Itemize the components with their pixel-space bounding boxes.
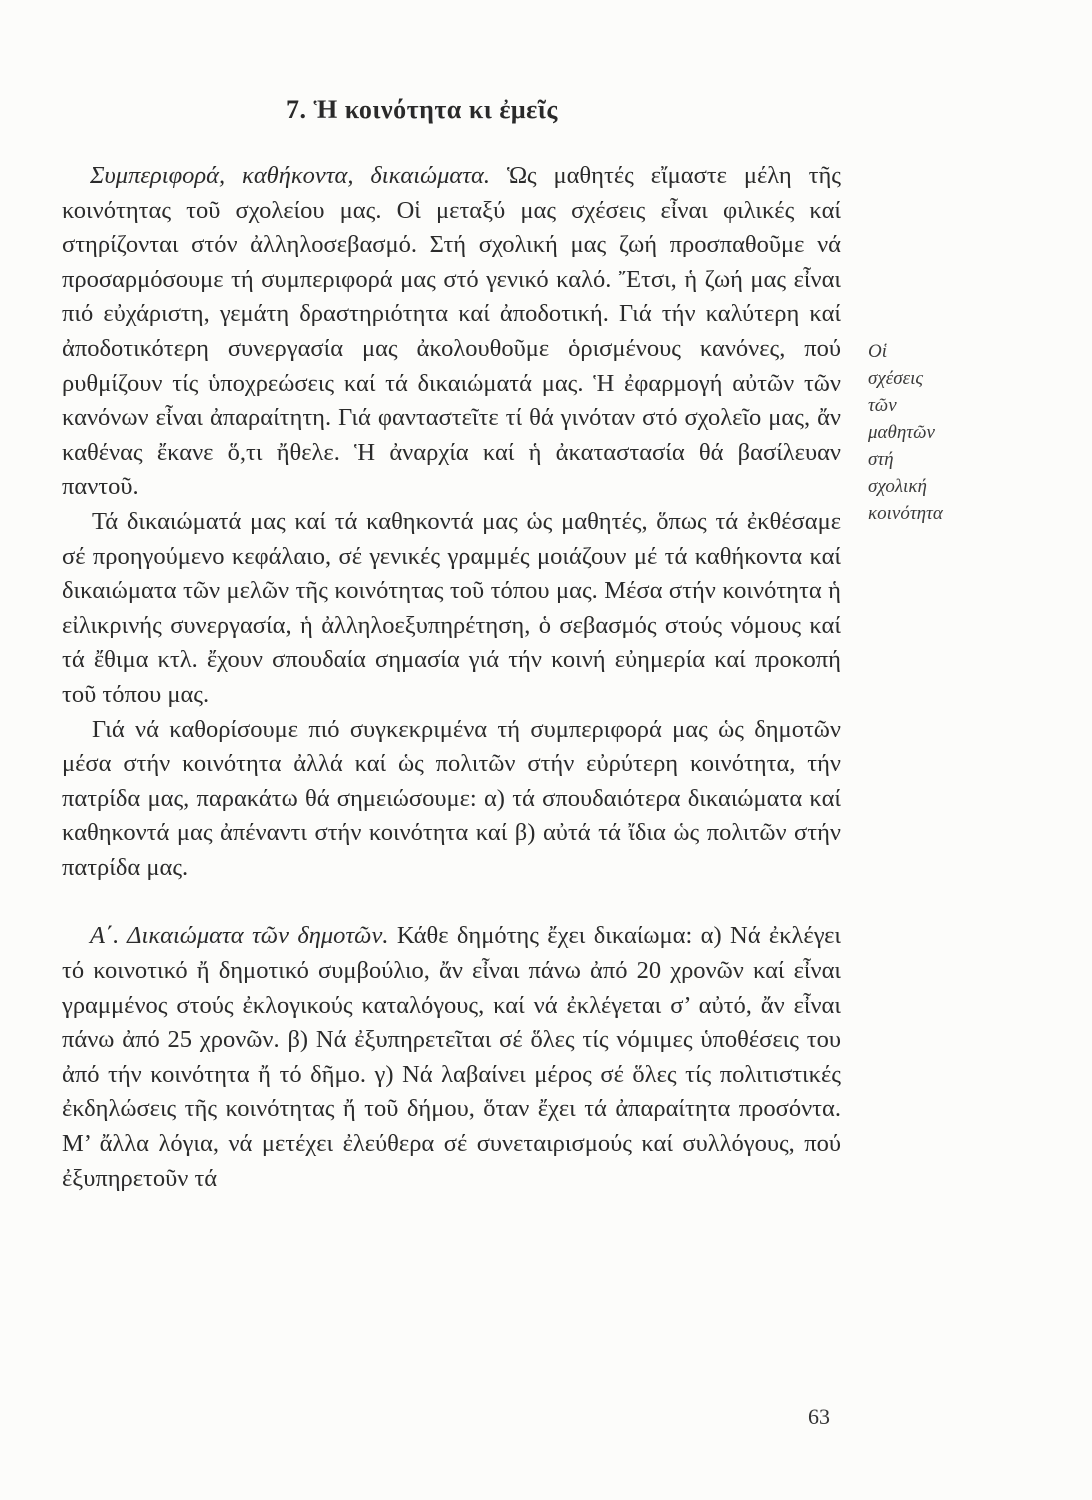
paragraph-1-body: Ὡς μαθητές εἴμαστε μέλη τῆς κοινότητας τοῦ σχολείου μας. Οἱ μεταξύ μας σχέσεις εἶναι φιλικές καί στηρίζονται στόν ἀλληλοσεβασμό. Στή σχολική μας ζωή προσπαθοῦμε νά προσαρμόσουμε τή συμπεριφορά μας στό γενικό καλό. Ἔτσι, ἡ ζωή μας εἶναι πιό εὐχάριστη, γεμάτη δραστηριότητα καί ἀποδοτική. Γιά τήν καλύτερη καί ἀποδοτικότερη συνεργασία μας ἀκολουθοῦμε ὁρισμένους κανόνες, πού ρυθμίζουν τίς ὑποχρεώσεις καί τά δικαιώματά μας. Ἡ ἐφαρμογή αὐτῶν τῶν κανόνων εἶναι ἀπαραίτητη. Γιά φανταστεῖτε τί θά γινόταν στό σχολεῖο μας, ἄν καθένας ἔκανε ὅ,τι ἤθελε. Ἡ ἀναρχία καί ἡ ἀκαταστασία θά βασίλευαν παντοῦ. <box>62 162 841 501</box>
margin-note <box>868 338 1008 527</box>
margin-note-line: κοινότητα <box>868 503 943 524</box>
body-text <box>62 159 841 1196</box>
margin-note-line: Οἱ <box>868 341 887 362</box>
paragraph-2: Τά δικαιώματά μας καί τά καθηκοντά μας ὡς μαθητές, ὅπως τά ἐκθέσαμε σέ προηγούμενο κεφάλαιο, σέ γενικές γραμμές μοιάζουν μέ τά καθήκοντα καί δικαιώματα τῶν μελῶν τῆς κοινότητας τοῦ τόπου μας. Μέσα στήν κοινότητα ἡ εἰλικρινής συνεργασία, ἡ ἀλληλοεξυπηρέτηση, ὁ σεβασμός στούς νόμους καί τά ἔθιμα κτλ. ἔχουν σπουδαία σημασία γιά τήν κοινή εὐημερία καί προκοπή τοῦ τόπου μας. <box>62 507 841 708</box>
margin-note-line: τῶν <box>868 395 897 416</box>
margin-note-line: στή <box>868 449 894 470</box>
chapter-heading: 7. Ἡ κοινότητα κι ἐμεῖς <box>286 95 558 124</box>
paragraph-3: Γιά νά καθορίσουμε πιό συγκεκριμένα τή συμπεριφορά μας ὡς δημοτῶν μέσα στήν κοινότητα ἀλλά καί ὡς πολιτῶν στήν εὐρύτερη κοινότητα, τήν πατρίδα μας, παρακάτω θά σημειώσουμε: α) τά σπουδαιότερα δικαιώματα καί καθηκοντά μας ἀπέναντι στήν κοινότητα καί β) αὐτά τά ἴδια ὡς πολιτῶν στήν πατρίδα μας. <box>62 715 841 881</box>
paragraph-4-body: Κάθε δημότης ἔχει δικαίωμα: α) Νά ἐκλέγει τό κοινοτικό ἤ δημοτικό συμβούλιο, ἄν εἶναι πάνω ἀπό 20 χρονῶν καί εἶναι γραμμένος στούς ἐκλογικούς καταλόγους, καί νά ἐκλέγεται σ’ αὐτό, ἄν εἶναι πάνω ἀπό 25 χρονῶν. β) Νά ἐξυπηρετεῖται σέ ὅλες τίς νόμιμες ὑποθέσεις του ἀπό τήν κοινότητα ἤ τό δῆμο. γ) Νά λαβαίνει μέρος σέ ὅλες τίς πολιτιστικές ἐκδηλώσεις τῆς κοινότητας ἤ τοῦ δήμου, ὅταν ἔχει τά ἀπαραίτητα προσόντα. Μ’ ἄλλα λόγια, νά μετέχει ἐλεύθερα σέ συνεταιρισμούς καί συλλόγους, πού ἐξυπηρετοῦν τά <box>62 922 841 1192</box>
page-number: 63 <box>808 1404 830 1429</box>
paragraph-1-lead: Συμπεριφορά, καθήκοντα, δικαιώματα. <box>90 162 491 189</box>
paragraph-1 <box>62 159 841 505</box>
section-a-heading: Α΄. Δικαιώματα τῶν δημοτῶν. <box>90 922 389 950</box>
margin-note-line: σχολική <box>868 476 927 497</box>
margin-note-line: σχέσεις <box>868 368 924 389</box>
paragraph-4 <box>62 919 841 1196</box>
margin-note-line: μαθητῶν <box>868 422 935 443</box>
